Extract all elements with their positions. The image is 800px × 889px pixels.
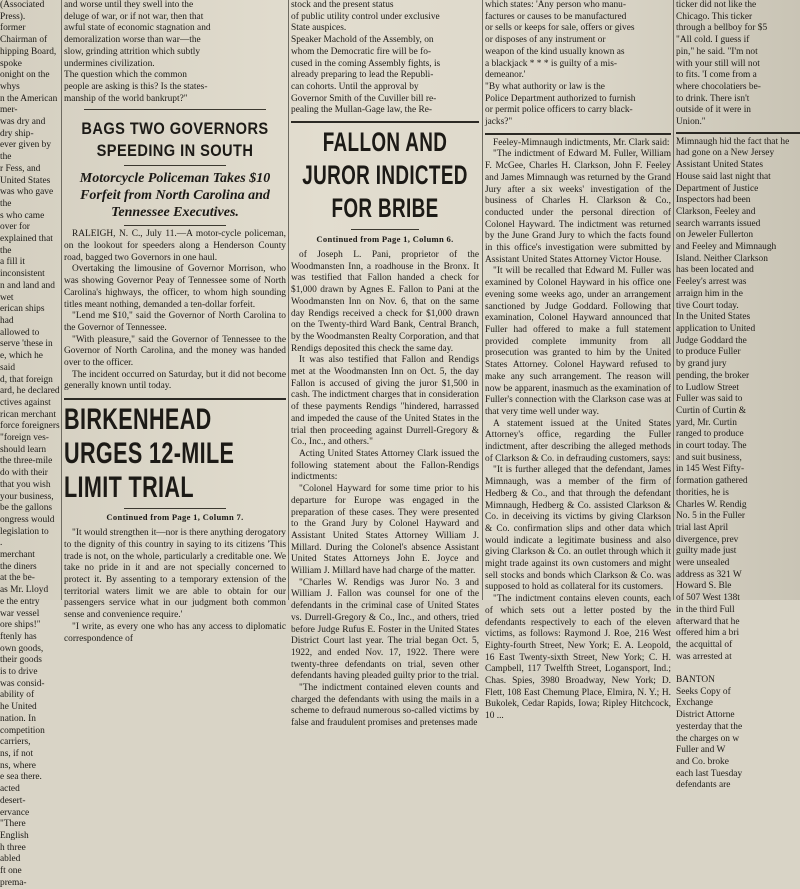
paragraph: Overtaking the limousine of Governor Morrison, who was showing Governor Peay of Tennessee some of North Carolina's highways, the officer, to whom high sounding titles meant nothing, demanded a ten-dollar forfeit. [64,264,286,310]
text-line: was dry and dry ship- [0,117,46,139]
text-line: . [0,538,3,549]
paragraph: "Colonel Hayward for some time prior to his departure for Europe was engaged in the preparation of these cases. They were presented to the Grand Jury by Colonel Hayward and Assistant United States Attorney William J. Millard. During the Colonel's absence Assistant United States Attorneys John E. Joyce and William J. Millard have had charge of the matter. [291,484,479,577]
text-line: pin," he said. "I'm not [676,46,758,57]
text-line: erican ships had [0,304,45,326]
text-line: Mimnaugh hid the fact that he had gone on a New Jersey Assistant United States [676,136,790,171]
text-line: of 507 West 138t [676,593,740,604]
text-line: is to drive [0,667,38,678]
text-line: defendants are [676,780,731,791]
divider [351,229,419,230]
column-5-story [676,137,800,792]
text-line: whom the Democratic fire will be fo- [291,46,432,57]
column-5-top-text [676,0,800,129]
text-line: search warrants issued [676,218,761,229]
text-line: District Attorne [676,710,735,721]
text-line: arraign him in the [676,288,743,299]
divider [291,121,479,123]
text-line: in 145 West Fifty- [676,464,745,475]
text-line: of public utility control under exclusive [291,11,440,22]
text-line: can cohorts. Until the approval by [291,81,419,92]
text-line: to Ludlow Street [676,382,740,393]
text-line: own goods, [0,643,44,654]
text-line: Police Department authorized to furnish [485,93,636,104]
text-line: a fill it inconsistent [0,257,45,280]
story-birkenhead [64,528,286,645]
text-line: be the gallons [0,503,53,514]
paragraph: It was also testified that Fallon and Rendigs met at the Woodmansten Inn on Oct. 5, the day Fallon is accused of giving the juror $1,500 in cash. The indictment charges that in consideration of these payments Rendigs "hindered, harrassed and impeded the cause of the United States in the trial then proceeding against Durrell-Gregory & Co., Inc., and others." [291,355,479,448]
text-line: desert- [0,795,26,806]
text-line: h three [0,842,26,853]
divider [676,132,800,134]
text-line: "By what authority or law is the [485,81,605,92]
paragraph: "Lend me $10," said the Governor of North Carolina to the Governor of Tennessee. [64,311,286,333]
column-4 [485,0,671,722]
text-line: and Co. broke [676,757,729,767]
text-line: "foreign ves- [0,433,49,444]
text-line: undermines civilization. [64,58,155,69]
text-line: were unsealed [676,558,730,569]
text-line: has been located and [676,265,754,276]
divider [485,133,671,135]
paragraph: Acting United States Attorney Clark issued the following statement about the Fallon-Rendigs indictments: [291,448,479,483]
text-line: to drink. There isn't [676,93,750,104]
text-line: acted [0,784,20,795]
text-line: was consid- [0,678,45,689]
story-governors [64,229,286,393]
column-rule [288,0,289,600]
text-line: ftenly has [0,631,37,642]
text-line: on Jeweler Fullerton [676,230,754,241]
text-line: yard, Mr. Curtin [676,417,737,428]
text-line: guilty made just [676,546,737,557]
text-line: divergence, prev [676,534,739,545]
text-line: Governor Smith of the Cuviller bill re- [291,93,437,104]
text-line: their goods [0,655,42,666]
text-line: pealing the Mullan-Gage law, the Re- [291,105,433,116]
text-line: or sells or keeps for sale, offers or gives [485,23,635,34]
text-line: Seeks Copy of [676,686,731,697]
paragraph: "It would strengthen it—nor is there anything derogatory to the dignity of this country in saying to its citizens 'This trade is not, on the whole, particularly a creditable one. We take no pride in it and are not specially concerned to protect it. By assenting to a temporary extension of the territorial waters limit we are able to obtain for our passengers service what in our judgment both common sense and convenience require.' [64,528,286,621]
text-line: where chocolatiers be- [676,81,761,92]
paragraph: "It will be recalled that Edward M. Fuller was examined by Colonel Hayward in his office one evening some weeks ago, under an arrangement sanctioned by Judge Goddard. Following that examination, Colonel Hayward announced that Fuller had offered to make a full statement provided complete immunity from all prosecution was granted to him by the United States Attorney. Colonel Hayward refused to make any such arrangement. The reason will now be apparent, inasmuch as the examination of Fuller's connection with the Clarkson case was at that very time well under way. [485,266,671,417]
headline-governors: BAGS TWO GOVERNORS SPEEDING IN SOUTH [81,119,269,161]
text-line: ore ships!" [0,620,41,631]
text-line: No. 5 in the Fuller [676,511,746,522]
text-line: and worse until they swell into the [64,0,194,10]
text-line: ft one [0,866,22,877]
text-line: formation gathered [676,476,748,487]
text-line: n the American mer- [0,93,58,116]
text-line: through a bellboy for $5 [676,23,768,34]
text-line: factures or causes to be manufactured [485,11,627,22]
paragraph: "With pleasure," said the Governor of Tennessee to the Governor of North Carolina, and the money was handed over to the officer. [64,334,286,369]
text-line: ever given by the [0,140,52,163]
text-line: former Chairman of [0,23,48,46]
text-line: the acquittal of [676,639,733,650]
text-line: to fits. 'I come from a [676,70,757,81]
text-line: tive Court today. [676,300,739,311]
text-line: "All cold. I guess if [676,35,750,46]
text-line: ticker did not like the [676,0,757,10]
text-line: e the entry [0,596,40,607]
column-2 [64,0,286,644]
text-line: House said last night that [676,171,771,182]
text-line: as Mr. Lloyd [0,585,49,596]
text-line: afterward that he [676,616,740,627]
text-line: to produce Fuller [676,347,741,358]
text-line: each last Tuesday [676,768,743,779]
paragraph: RALEIGH, N. C., July 11.—A motor-cycle policeman, on the lookout for speeders along a Henderson County road, bagged two Governors in one haul. [64,229,286,263]
text-line: slow, grinding attrition which subtly [64,46,201,57]
text-line: prema- [0,877,27,888]
text-line: awful state of economic stagnation and [64,23,211,34]
text-line: d, that foreign [0,374,53,385]
text-line: s who came over for [0,210,45,233]
story-clarkson [485,138,671,723]
text-line: ranged to produce [676,429,744,440]
text-line: manship of the world bankrupt?" [64,93,188,104]
text-line: Chicago. This ticker [676,11,753,22]
text-line: nation. In [0,713,36,724]
continued-line: Continued from Page 1, Column 7. [106,512,244,523]
divider [64,398,286,400]
column-2-top-text [64,0,286,105]
text-line: the charges on w [676,733,740,744]
text-line: stock and the present status [291,0,394,10]
text-line: Howard S. Ble [676,581,732,592]
divider [124,225,226,226]
text-line: in court today. The [676,441,747,452]
paragraph: Feeley-Mimnaugh indictments, Mr. Clark said: [493,137,670,148]
text-line: abled [0,854,21,865]
text-line: thorities, he is [676,487,729,498]
text-line: BANTON [676,675,715,686]
column-4-top-text [485,0,671,129]
text-line: hipping Board, spoke [0,46,57,69]
text-line: State auspices. [291,23,347,34]
text-line: Judge Goddard the [676,335,747,346]
text-line: which states: 'Any person who manu- [485,0,626,10]
paragraph: "The indictment contains eleven counts, each of which sets out a letter posted by the defendants respectively to each of the eleven victims, as follows: Raymond J. Roe, 216 West Eighty-fourth Street, New York; E. A. Leopold, 16 East Twenty-sixth Street, New York; C. H. Campbell, 117 Twelfth Street, Logansport, Ind.; Chas. Spies, 3980 Broadway, New York; D. Flett, 108 East Chemung Place, Elmira, N. Y.; H. Bukolek, Cedar Rapids, Iowa; Ripley Hitchcock, 10 ... [485,594,671,722]
text-line: demeanor.' [485,70,526,81]
text-line: Fuller and W [676,745,726,756]
paragraph: of Joseph L. Pani, proprietor of the Woodmansten Inn, a roadhouse in the Bronx. It was testified that Fallon handed a check for $1,000 drawn by Agnes E. Fallon to Pani at the Woodmansten Inn on Nov. 6, that on the same day Rendigs received a check for $1,000 drawn on the Twenty-third Ward Bank, Central Branch, by the Woodmansten Realty Corporation, and that Rendigs deposited this check the same day. [291,250,479,354]
text-line: force foreigners [0,421,60,432]
text-line: or permit police officers to carry black- [485,105,633,116]
paragraph: A statement issued at the United States Attorney's office, regarding the Fuller indictment, after describing the alleged methods of Clarkson & Co. in defrauding customers, says: [485,418,671,464]
divider [124,165,226,166]
text-line: do with their [0,468,48,479]
text-line: Clarkson, Feeley and [676,206,756,217]
divider [84,109,266,110]
paragraph: "The indictment of Edward M. Fuller, William F. McGee, Charles H. Clarkson, John F. Feeley and James Mimnaugh was returned by the Grand Jury after a six weeks' investigation of the business of Charles H. Clarkson & Co., conducted under the personal direction of Colonel Hayward. The indictment was returned by the June Grand Jury to which the facts found in this office's investigation were submitted by Assistant United States Attorney Victor House. [485,149,671,265]
text-line: competition [0,725,45,736]
text-line: merchant [0,550,35,561]
column-3 [291,0,479,729]
text-line: address as 321 W [676,569,742,580]
text-line: that you wish [0,479,51,490]
text-line: by grand jury [676,359,727,370]
text-line: demoralization worse than war—the [64,35,201,46]
text-line: war vessel [0,608,40,619]
text-line: deluge of war, or if not war, then that [64,11,204,22]
column-3-top-text [291,0,479,117]
paragraph: The incident occurred on Saturday, but it did not become generally known until today. [64,369,286,392]
text-line: outside of it were in [676,105,751,116]
text-line: was arrested at [676,651,732,662]
text-line: ns, where [0,760,36,771]
column-rule [673,0,674,600]
text-line: Charles W. Rendig [676,499,747,510]
text-line: The question which the common [64,70,187,81]
deck-governors: Motorcycle Policeman Takes $10 Forfeit from North Carolina and Tennessee Executives. [79,171,271,221]
text-line: rican merchant [0,409,56,420]
paragraph: "The indictment contained eleven counts and charged the defendants with using the mails in a scheme to defraud numerous so-called victims by false and fraudulent promises and pretenses made [291,683,479,729]
text-line: carriers, [0,737,31,748]
text-line: should learn [0,444,47,455]
text-line: Inspectors had been [676,195,751,206]
text-line: he United [0,702,37,713]
divider [124,508,226,509]
text-line: explained that the [0,234,53,256]
text-line: jacks?" [485,117,513,128]
column-rule [482,0,483,600]
continued-line: Continued from Page 1, Column 6. [316,234,454,245]
text-line: Fuller was said to [676,394,743,405]
paragraph: "I write, as every one who has any access to diplomatic correspondence of [64,621,286,644]
text-line: a blackjack * * * is guilty of a mis- [485,58,618,69]
text-line: "There [0,819,26,830]
text-line: or disposes of any instrument or [485,35,606,46]
text-line: legislation to [0,526,49,537]
column-rule [61,0,62,600]
column-1 [0,0,60,888]
text-line: trial last April [676,522,729,533]
text-line: Department of Justice [676,183,759,194]
text-line: offered him a bri [676,628,740,639]
text-line: and suit business, [676,452,742,463]
story-fallon [291,250,479,730]
text-line: was who gave the [0,187,54,209]
text-line: Union." [676,117,706,128]
text-line: ard, he declared [0,386,60,397]
text-line: application to United [676,323,756,334]
headline-birkenhead: BIRKENHEAD URGES 12-MILE LIMIT TRIAL [64,403,235,505]
text-line: e, which he said [0,351,43,373]
headline-fallon: FALLON AND JUROR INDICTED FOR BRIBE [302,127,468,224]
text-line: English [0,830,29,841]
text-line: onight on the whys [0,70,50,92]
text-line: and Feeley and Mimnaugh [676,242,777,253]
text-line: people are asking is this? Is the states- [64,81,208,92]
text-line: Speaker Machold of the Assembly, on [291,35,434,46]
text-line: your business, [0,491,54,502]
text-line: Exchange [676,698,713,709]
text-line: e sea there. [0,772,42,783]
text-line: n and land and wet [0,280,55,303]
paragraph: "Charles W. Rendigs was Juror No. 3 and William J. Fallon was counsel for one of the defendants in the criminal case of United States vs. Durrell-Gregory & Co., Inc., and others, tried before Judge Rufus E. Foster in the United States District Court last year. The trial began Oct. 5, 1922, and ended Nov. 17, 1922. There were twenty-three defendants on trial, seven other defendants having pleaded guilty prior to the trial. [291,577,479,682]
text-line: ns, if not [0,749,34,759]
text-line [676,663,800,675]
column-5 [676,0,800,791]
text-line: at the be- [0,573,35,584]
text-line: Island. Neither Clarkson [676,253,768,264]
text-line: ongress would [0,514,55,525]
text-line: allowed to serve 'these in [0,327,53,350]
paragraph: "It is further alleged that the defendant, James Mimnaugh, was a member of the firm of Hedberg & Co., and that through the defendant Mimnaugh, Hedberg & Co. assisted Clarkson & Co. in deceiving its victims by giving Clarkson & Co. confirmation slips and other data which would indicate a legitimate business and also giving Clarkson & Co. an outlet through which it might trade against its own customers and might sell stocks and bonds which Clarkson & Co. was supposed to hold as collateral for its customers. [485,465,671,593]
text-line: In the United States [676,312,751,323]
text-line: the diners [0,561,37,572]
text-line: Curtin of Curtin & [676,405,747,416]
text-line: r Fess, and United States [0,163,51,186]
text-line: yesterday that the [676,721,743,732]
text-line: weapon of the kind usually known as [485,46,625,57]
text-line: cused in the coming Assembly fights, is [291,58,441,69]
text-line: pending, the broker [676,370,750,381]
text-line: in the third Full [676,604,735,615]
text-line: Feeley's arrest was [676,277,747,288]
text-line: already preparing to lead the Republi- [291,70,434,81]
text-line: ability of [0,690,35,701]
text-line: (Associated Press). [0,0,45,22]
text-line: with your still will not [676,58,760,69]
text-line: ctives against [0,397,51,408]
text-line: ervance [0,807,30,818]
text-line: the three-mile [0,456,53,467]
